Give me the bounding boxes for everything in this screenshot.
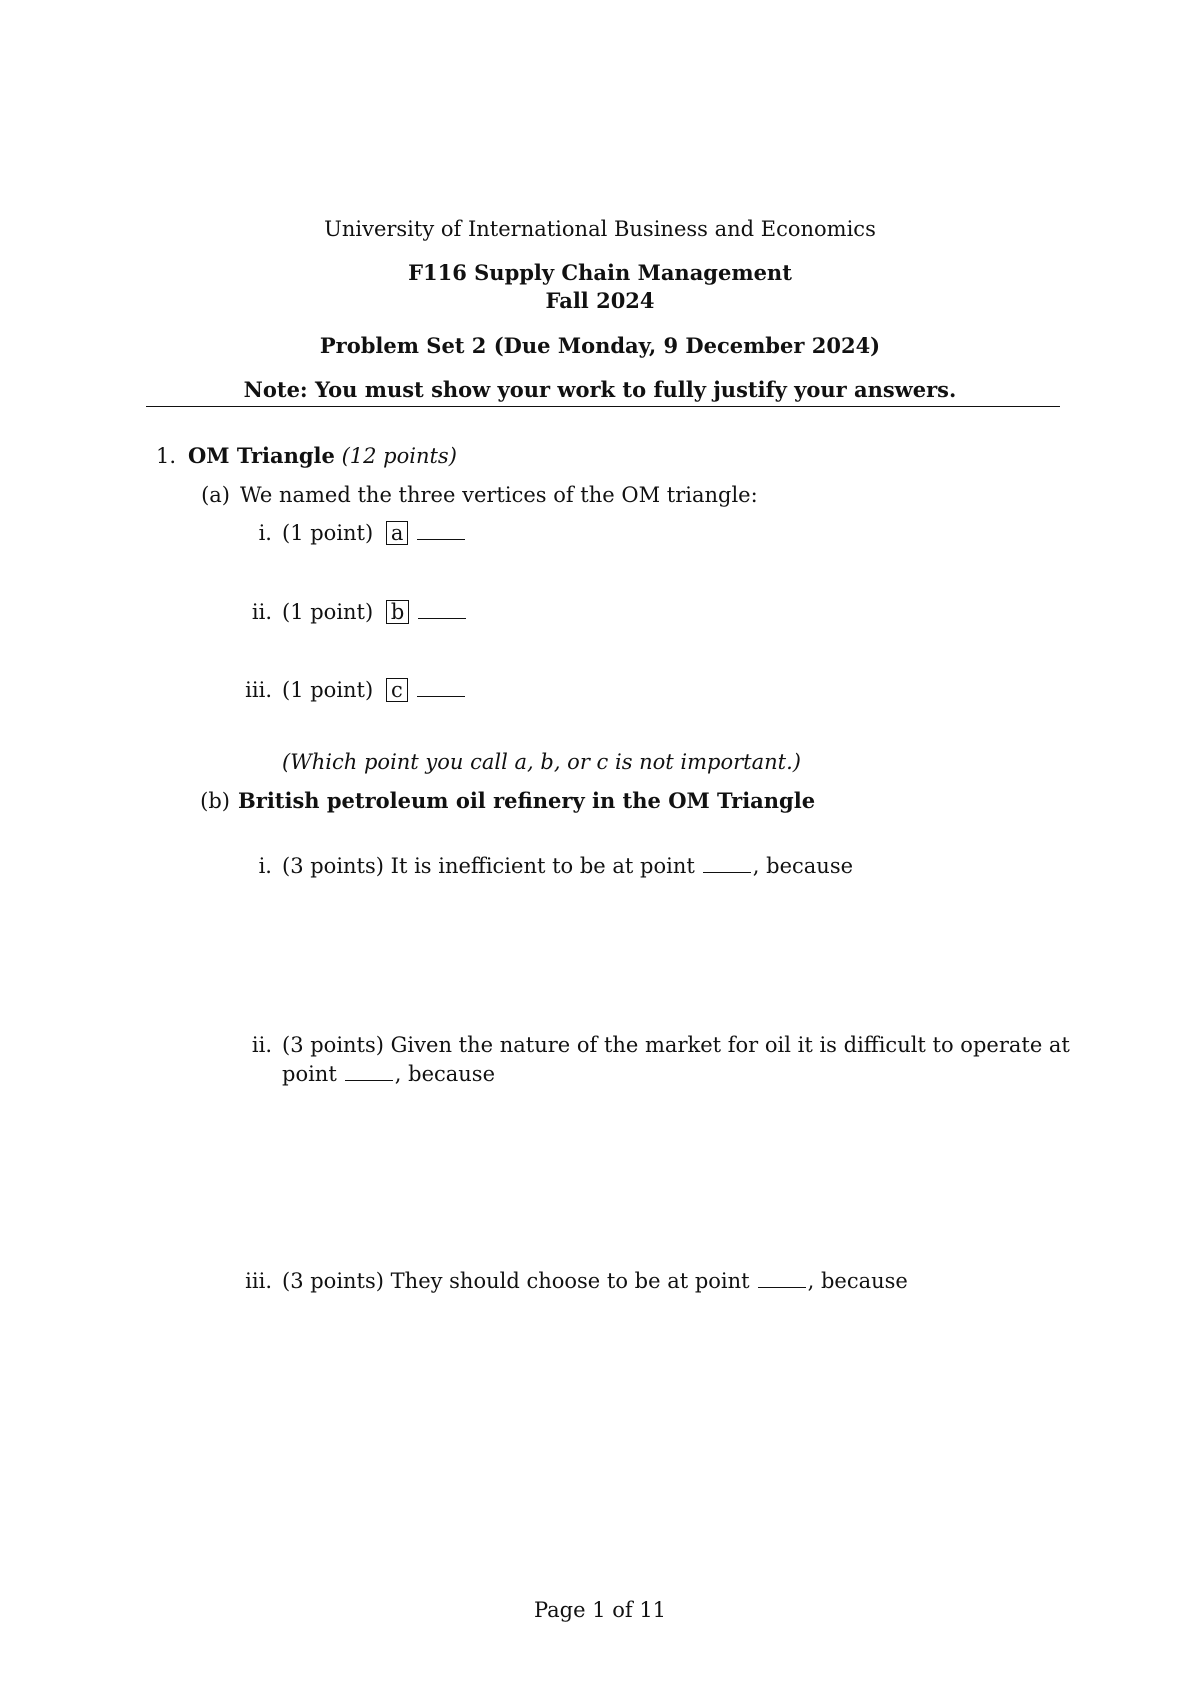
part-a-text: We named the three vertices of the OM triangle: — [240, 483, 758, 507]
part-a-item-number: i. — [258, 521, 272, 545]
problem-set-title: Problem Set 2 (Due Monday, 9 December 2024) — [319, 333, 881, 358]
part-b-item — [282, 1268, 908, 1294]
part-b-label: (b) — [200, 789, 230, 813]
item-points: (1 point) — [282, 521, 374, 545]
header-divider — [146, 406, 1060, 407]
item-points: (1 point) — [282, 678, 374, 702]
part-a-label: (a) — [201, 483, 230, 507]
question-number: 1. — [155, 444, 176, 468]
item-points: (3 points) — [282, 854, 384, 878]
answer-blank[interactable] — [345, 1062, 393, 1081]
item-text: point — [282, 1062, 337, 1086]
item-text: Given the nature of the market for oil it is difficult to operate at — [390, 1033, 1070, 1057]
part-b-item-number: ii. — [251, 1033, 272, 1057]
part-b-item-number: iii. — [245, 1269, 272, 1293]
answer-box: c — [386, 678, 408, 702]
answer-blank[interactable] — [703, 854, 751, 873]
answer-box: b — [386, 600, 409, 624]
answer-blank[interactable] — [758, 1269, 806, 1288]
item-text: They should choose to be at point — [390, 1269, 750, 1293]
part-a-item — [282, 599, 468, 625]
part-a-item-number: ii. — [251, 600, 272, 624]
part-b-item — [282, 1032, 1070, 1058]
part-b-item — [282, 853, 853, 879]
question-title: OM Triangle — [188, 443, 335, 468]
part-a-item — [282, 677, 467, 703]
item-text-suffix: , because — [752, 854, 854, 878]
course-title: F116 Supply Chain Management — [408, 260, 792, 285]
question-heading — [188, 443, 457, 469]
question-points: (12 points) — [341, 444, 457, 468]
instructions-note: Note: You must show your work to fully justify your answers. — [243, 377, 957, 402]
university-name: University of International Business and Economics — [324, 217, 876, 241]
answer-blank[interactable] — [417, 678, 465, 697]
item-points: (1 point) — [282, 600, 374, 624]
part-b-title: British petroleum oil refinery in the OM Triangle — [238, 788, 816, 813]
item-points: (3 points) — [282, 1269, 384, 1293]
answer-blank[interactable] — [417, 521, 465, 540]
item-text-suffix: , because — [394, 1062, 496, 1086]
part-a-item — [282, 520, 467, 546]
item-points: (3 points) — [282, 1033, 384, 1057]
item-text-suffix: , because — [807, 1269, 908, 1293]
part-a-note: (Which point you call a, b, or c is not important.) — [282, 750, 801, 774]
part-a-item-number: iii. — [245, 678, 272, 702]
answer-box: a — [386, 521, 409, 545]
answer-blank[interactable] — [418, 600, 466, 619]
item-text: It is inefficient to be at point — [390, 854, 695, 878]
part-b-item-continuation — [282, 1061, 495, 1087]
page-number: Page 1 of 11 — [533, 1598, 667, 1622]
term: Fall 2024 — [545, 288, 655, 313]
part-b-item-number: i. — [258, 854, 272, 878]
